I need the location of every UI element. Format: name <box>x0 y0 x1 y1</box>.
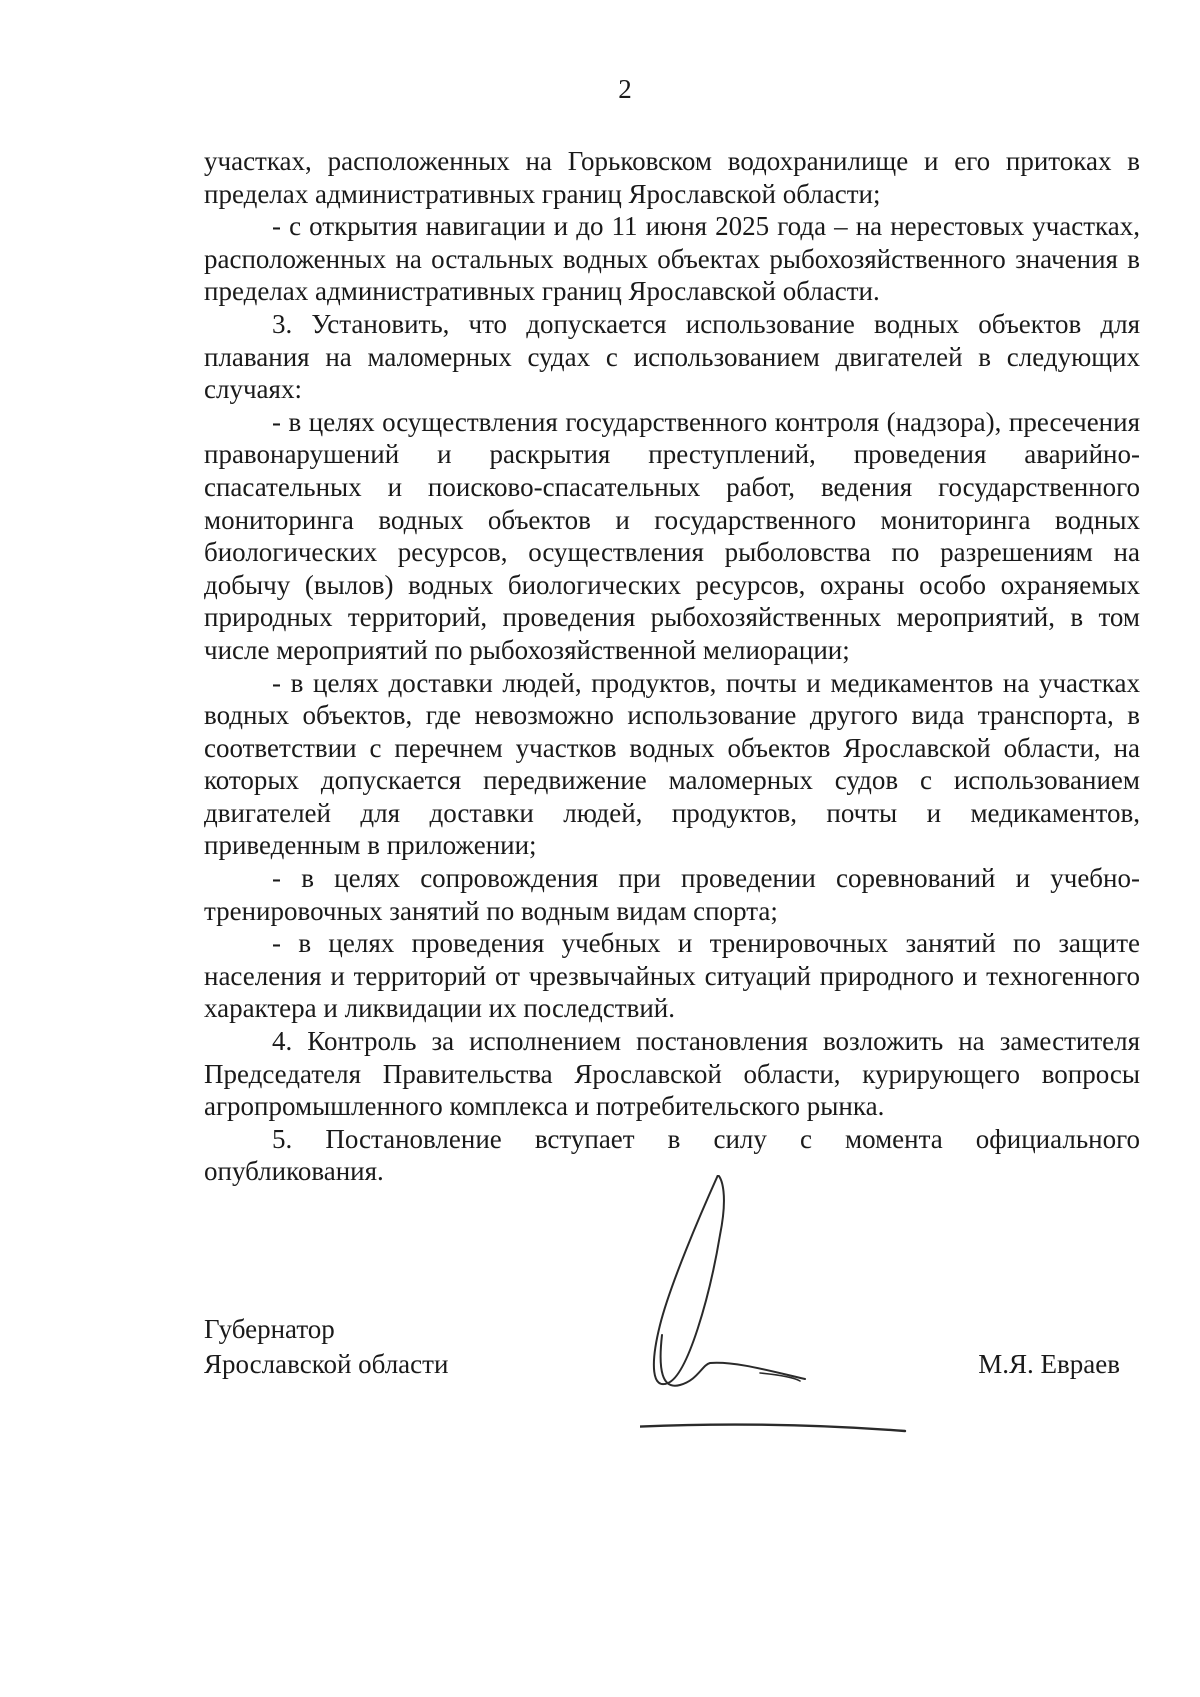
paragraph-8: 4. Контроль за исполнением постановления возложить на заместителя Председателя Правительства Ярославской области, курирующего вопросы агропромышленного комплекса и потребительского рынка. <box>204 1026 1140 1122</box>
signer-name: М.Я. Евраев <box>978 1349 1120 1379</box>
paragraph-9: 5. Постановление вступает в силу с момента официального опубликования. <box>204 1123 1140 1187</box>
paragraph-6: - в целях сопровождения при проведении соревнований и учебно-тренировочных занятий по водным видам спорта; <box>204 863 1140 926</box>
paragraph-1: участках, расположенных на Горьковском водохранилище и его притоках в пределах административных границ Ярославской области; <box>204 146 1140 209</box>
document-body <box>204 145 1140 1188</box>
signer-position-line-2: Ярославской области <box>204 1349 449 1379</box>
page-number: 2 <box>618 74 632 104</box>
handwritten-signature <box>640 1175 980 1435</box>
paragraph-4: - в целях осуществления государственного контроля (надзора), пресечения правонарушений и раскрытия преступлений, проведения аварийно-спасательных и поисково-спасательных работ, ведения государственного мониторинга водных объектов и государственного мониторинга водных биологических ресурсов, осуществления рыболовства по разрешениям на добычу (вылов) водных биологических ресурсов, охраны особо охраняемых природных территорий, проведения рыбохозяйственных мероприятий, в том числе мероприятий по рыбохозяйственной мелиорации; <box>204 406 1140 665</box>
signer-position-line-1: Губернатор <box>204 1314 335 1344</box>
paragraph-5: - в целях доставки людей, продуктов, почты и медикаментов на участках водных объектов, где невозможно использование другого вида транспорта, в соответствии с перечнем участков водных объектов Ярославской области, на которых допускается передвижение маломерных судов с использованием двигателей для доставки людей, продуктов, почты и медикаментов, приведенным в приложении; <box>204 667 1140 861</box>
paragraph-2: - с открытия навигации и до 11 июня 2025 года – на нерестовых участках, расположенных на остальных водных объектах рыбохозяйственного значения в пределах административных границ Ярославской области. <box>204 211 1140 307</box>
paragraph-3: 3. Установить, что допускается использование водных объектов для плавания на маломерных судах с использованием двигателей в следующих случаях: <box>204 308 1140 405</box>
paragraph-7: - в целях проведения учебных и тренировочных занятий по защите населения и территорий от чрезвычайных ситуаций природного и техногенного характера и ликвидации их последствий. <box>204 928 1140 1024</box>
signer-position <box>204 1312 448 1382</box>
